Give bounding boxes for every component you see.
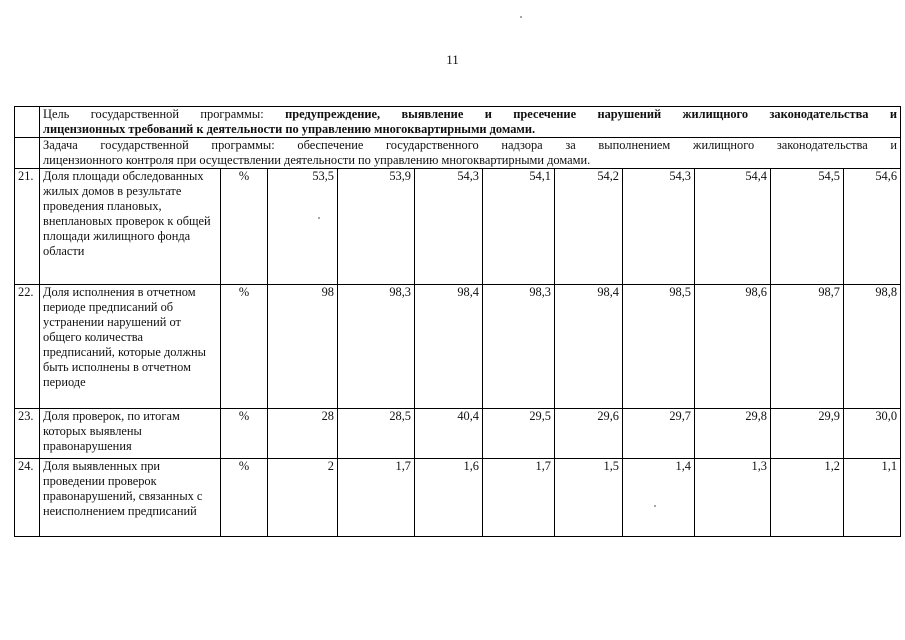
task-text-2: лицензионного контроля при осуществлении деятельности по управлению многоквартирными домами. [43,153,591,167]
value-cell: 54,3 [623,169,695,285]
value-cell: 98,4 [555,285,623,409]
value-cell: 28 [268,409,338,459]
task-row [15,138,901,169]
value-cell: 29,7 [623,409,695,459]
value-cell: 54,6 [844,169,901,285]
value-cell: 2 [268,459,338,537]
unit-cell: % [221,459,268,537]
task-text-1: Задача государственной программы: обеспечение государственного надзора за выполнением жилищного законодательства и [43,138,898,152]
value-cell: 98,7 [771,285,844,409]
value-cell: 1,1 [844,459,901,537]
value-cell: 54,5 [771,169,844,285]
indicator-name: Доля проверок, по итогам которых выявлены правонарушения [40,409,221,459]
value-cell: 29,5 [483,409,555,459]
unit-cell: % [221,285,268,409]
value-cell: 98,3 [338,285,415,409]
row-number: 24. [15,459,40,537]
scan-speck [318,217,320,219]
row-number: 23. [15,409,40,459]
value-cell: 1,2 [771,459,844,537]
row-number: 21. [15,169,40,285]
goal-prefix: Цель государственной программы: [43,107,264,121]
unit-cell: % [221,409,268,459]
goal-cell [40,107,901,138]
value-cell: 1,7 [483,459,555,537]
value-cell: 1,7 [338,459,415,537]
value-cell: 98,6 [695,285,771,409]
value-cell: 1,5 [555,459,623,537]
task-row-num-cell [15,138,40,169]
scan-speck [520,16,522,18]
value-cell: 98,3 [483,285,555,409]
value-cell: 54,3 [415,169,483,285]
value-cell: 54,2 [555,169,623,285]
task-cell [40,138,901,169]
table-row [15,169,901,285]
value-cell: 53,5 [268,169,338,285]
value-cell: 98 [268,285,338,409]
value-cell: 40,4 [415,409,483,459]
page-number: 11 [446,52,459,67]
value-cell: 30,0 [844,409,901,459]
indicators-table [14,106,901,537]
goal-text-2: лицензионных требований к деятельности по управлению многоквартирными домами. [43,122,536,136]
value-cell: 1,3 [695,459,771,537]
value-cell: 53,9 [338,169,415,285]
indicator-name: Доля выявленных при проведении проверок правонарушений, связанных с неисполнением предписаний [40,459,221,537]
goal-row-num-cell [15,107,40,138]
value-cell: 1,4 [623,459,695,537]
scan-speck [654,505,656,507]
goal-line-1 [43,107,897,122]
table-row [15,459,901,537]
value-cell: 98,5 [623,285,695,409]
value-cell: 29,9 [771,409,844,459]
indicator-name: Доля площади обследованных жилых домов в результате проведения плановых, внеплановых проверок к общей площади жилищного фонда области [40,169,221,285]
goal-text-1: предупреждение, выявление и пресечение нарушений жилищного законодательства и [285,107,898,121]
value-cell: 98,8 [844,285,901,409]
table-row [15,409,901,459]
value-cell: 29,6 [555,409,623,459]
value-cell: 29,8 [695,409,771,459]
row-number: 22. [15,285,40,409]
table-row [15,285,901,409]
value-cell: 1,6 [415,459,483,537]
value-cell: 54,1 [483,169,555,285]
indicator-name: Доля исполнения в отчетном периоде предписаний об устранении нарушений от общего количества предписаний, которые должны быть исполнены в отчетном периоде [40,285,221,409]
value-cell: 54,4 [695,169,771,285]
goal-row [15,107,901,138]
unit-cell: % [221,169,268,285]
value-cell: 98,4 [415,285,483,409]
value-cell: 28,5 [338,409,415,459]
